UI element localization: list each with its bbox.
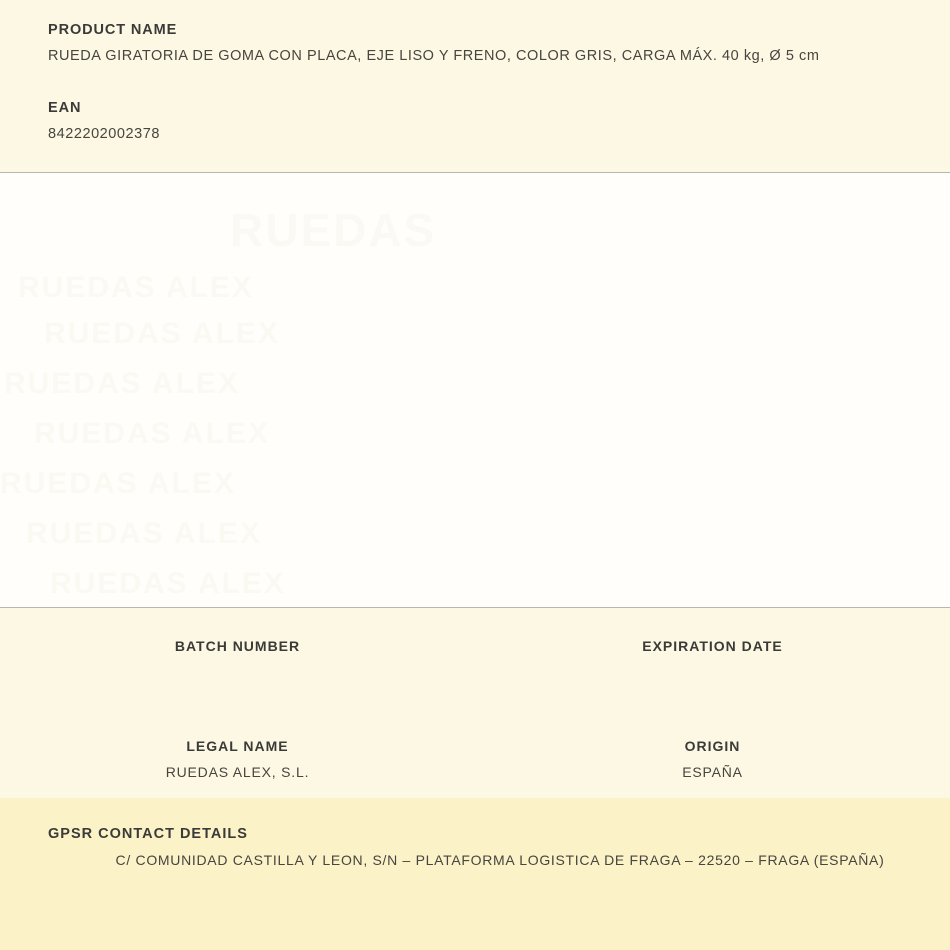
legal-name-value: RUEDAS ALEX, S.L. [165,764,310,780]
watermark-line: RUEDAS ALEX [34,417,270,450]
expiration-date-value [475,664,950,680]
ean-label: EAN [48,100,82,116]
details-row-spacer [0,680,950,738]
details-row-legal [0,738,950,780]
watermark-line: RUEDAS ALEX [4,367,240,400]
gpsr-value: C/ COMUNIDAD CASTILLA Y LEON, S/N – PLATAFORMA LOGISTICA DE FRAGA – 22520 – FRAGA (ESPAÑA) [115,852,885,868]
batch-number-label: BATCH NUMBER [174,638,301,654]
expiration-date-field [475,638,950,680]
details-row-batch [0,638,950,680]
watermark-line: RUEDAS ALEX [26,517,262,550]
expiration-date-label: EXPIRATION DATE [642,638,783,654]
product-name-label: PRODUCT NAME [48,22,178,38]
watermark-line: RUEDAS ALEX [50,567,286,600]
ean-value: 8422202002378 [48,126,160,142]
batch-number-value [0,664,475,680]
watermark-line: RUEDAS ALEX [44,317,280,350]
watermark-line: RUEDAS ALEX [0,467,236,500]
legal-name-label: LEGAL NAME [186,738,289,754]
gpsr-section [0,798,950,950]
legal-name-field [0,738,475,780]
origin-label: ORIGIN [684,738,741,754]
watermark-line: RUEDAS ALEX [18,271,254,304]
batch-number-field [0,638,475,680]
product-image-area [0,173,950,607]
product-info-section [0,0,950,172]
origin-field [475,738,950,780]
origin-value: ESPAÑA [682,764,743,780]
watermark-brand: RUEDAS [230,204,437,256]
gpsr-label: GPSR CONTACT DETAILS [48,826,248,842]
product-details-section [0,608,950,798]
product-name-value: RUEDA GIRATORIA DE GOMA CON PLACA, EJE LISO Y FRENO, COLOR GRIS, CARGA MÁX. 40 kg, Ø 5 cm [48,48,820,64]
watermark-group [0,185,510,605]
